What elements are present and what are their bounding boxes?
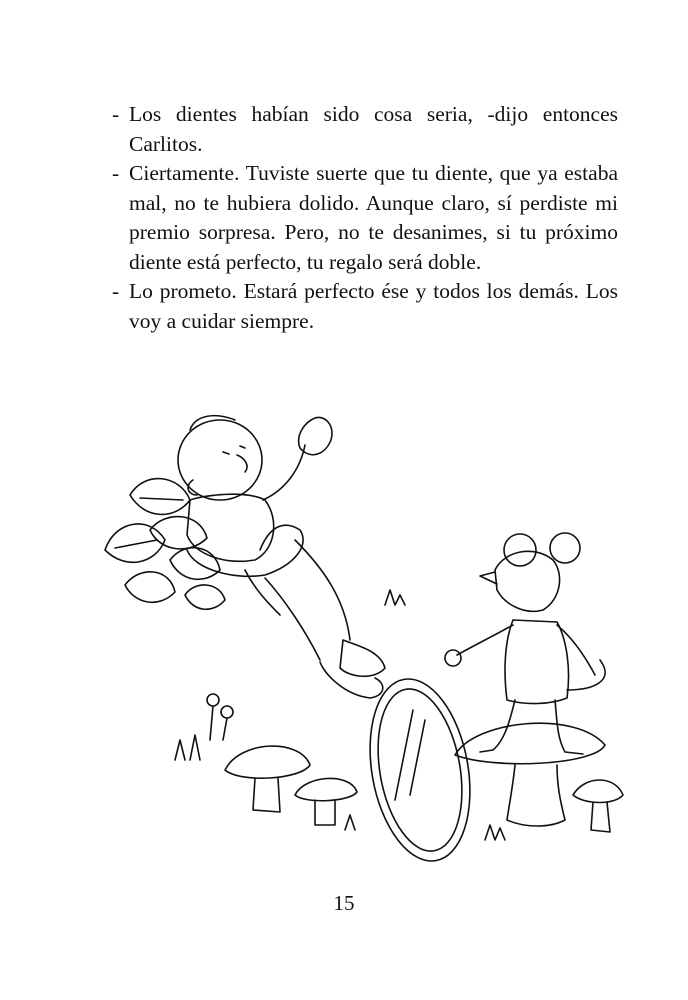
dialogue-dash: - bbox=[112, 102, 120, 126]
dialogue-dash: - bbox=[112, 161, 120, 185]
mirror-illustration bbox=[357, 671, 483, 869]
dialogue-dash: - bbox=[112, 279, 120, 303]
dialogue-line bbox=[112, 100, 618, 159]
dialogue-line bbox=[112, 277, 618, 336]
dialogue-text: Ciertamente. Tuviste suerte que tu diente, que ya estaba mal, no te hubiera dolido. Aunque claro, sí perdiste mi premio sorpresa. Pero, no te desanimes, si tu próximo diente está perfecto, tu regalo será doble. bbox=[129, 161, 618, 274]
mushrooms-illustration bbox=[225, 723, 623, 832]
mouse-illustration bbox=[445, 533, 605, 754]
boy-illustration bbox=[178, 416, 385, 698]
dialogue-text: Los dientes habían sido cosa seria, -dijo entonces Carlitos. bbox=[129, 102, 618, 156]
grass-illustration bbox=[175, 590, 505, 840]
page-number: 15 bbox=[333, 891, 355, 915]
dialogue-text: Lo prometo. Estará perfecto ése y todos los demás. Los voy a cuidar siempre. bbox=[129, 279, 618, 333]
dialogue-line bbox=[112, 159, 618, 277]
story-illustration bbox=[95, 400, 635, 870]
story-text bbox=[112, 100, 618, 336]
